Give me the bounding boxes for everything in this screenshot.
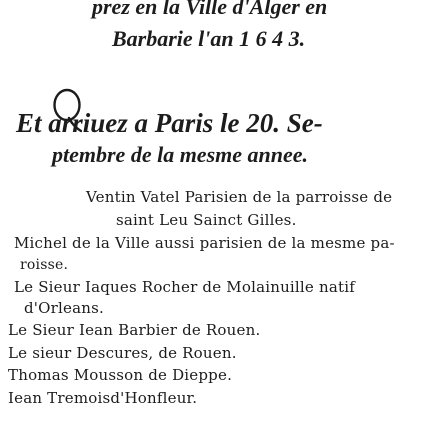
list-item: Ventin Vatel Parisien de la parroisse de xyxy=(86,188,393,206)
list-item: Thomas Mousson de Dieppe. xyxy=(8,366,233,384)
list-item: Le Sieur Iaques Rocher de Molainuille natif xyxy=(14,278,355,296)
arrival-line-1: Et arriuez a Paris le 20. Se- xyxy=(16,108,323,138)
arrival-line-2: ptembre de la mesme annee. xyxy=(52,142,309,167)
list-item: Le Sieur Iean Barbier de Rouen. xyxy=(8,321,261,339)
list-item: d'Orleans. xyxy=(24,299,104,317)
list-item: roisse. xyxy=(20,257,69,273)
list-item: Le sieur Descures, de Rouen. xyxy=(8,344,237,362)
dropcap-q-ornament xyxy=(52,87,82,133)
heading-line-1: prez en la Ville d'Alger en xyxy=(92,0,328,19)
list-item: Michel de la Ville aussi parisien de la mesme pa- xyxy=(14,234,395,252)
heading-line-2: Barbarie l'an 1 6 4 3. xyxy=(112,26,306,51)
list-item: Iean Tremoisd'Honfleur. xyxy=(8,389,198,407)
list-item: saint Leu Sainct Gilles. xyxy=(116,211,297,229)
